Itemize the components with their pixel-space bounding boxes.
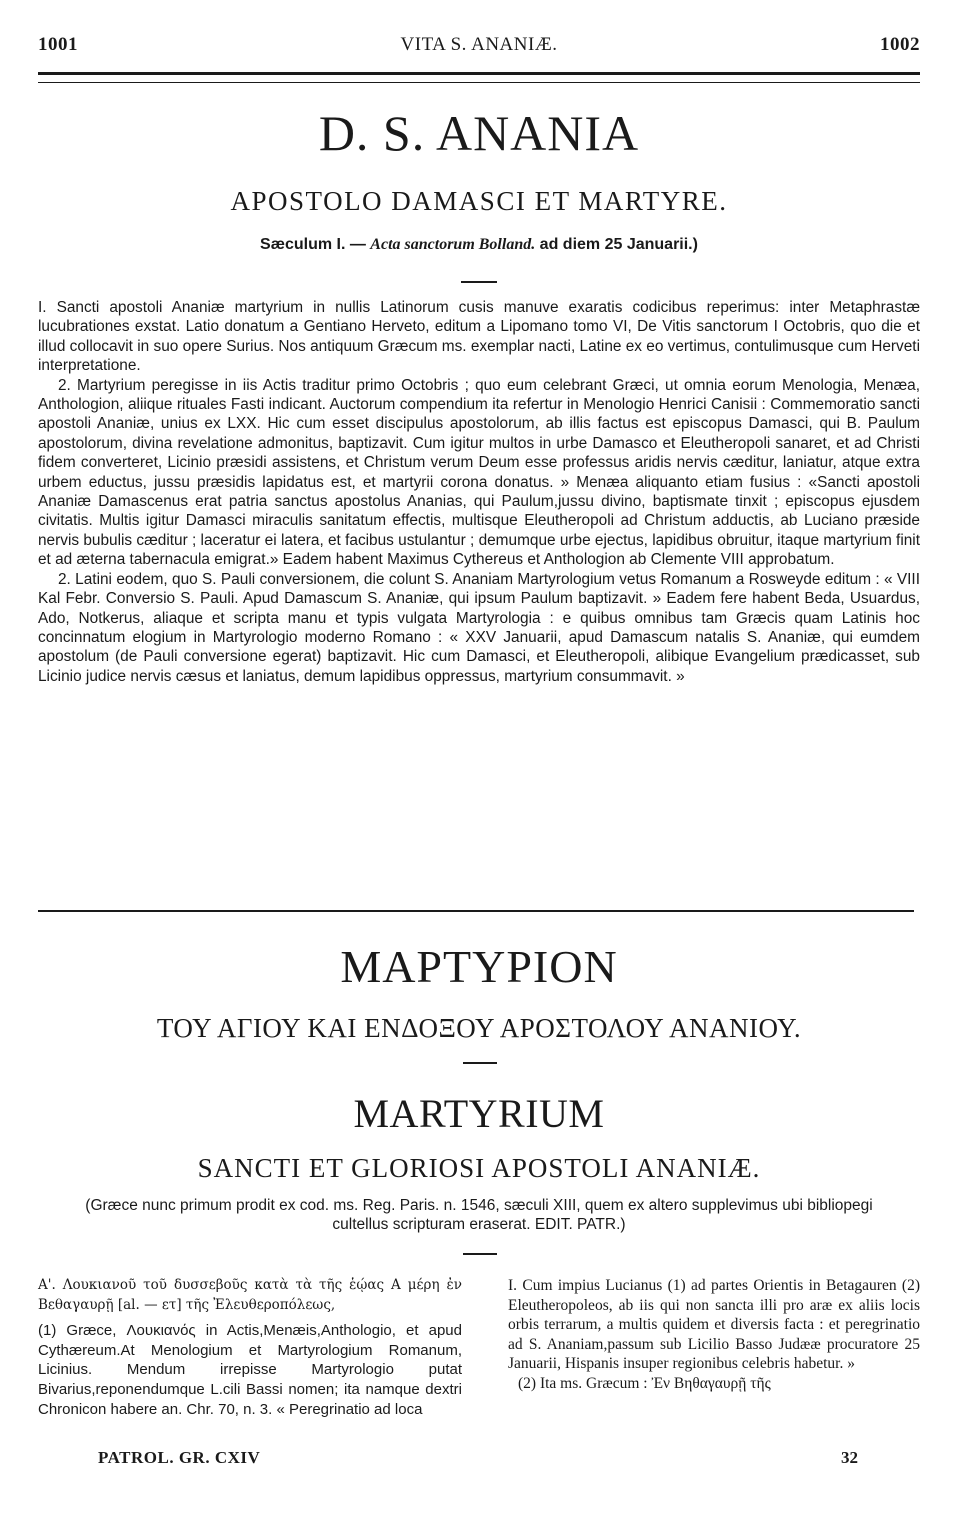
header-rule <box>38 72 920 83</box>
intro-paragraph-1: I. Sancti apostoli Ananiæ martyrium in nullis Latinorum cusis manuve exaratis codicibus reperimus: inter Metaphrastæ lucubrationes exstat. Latio donatum a Gentiano Herveto, editum a Lipomano tomo VI, De Vitis sanctorum I Octobris, quo die et illud collocavit in suo opere Surius. Nos antiquum Græcum ms. exemplar nacti, Latine ex eo vertimus, contulimusque cum Herveti interpretatione. <box>38 299 920 375</box>
page-number-left: 1001 <box>38 34 78 55</box>
dash-2 <box>463 1062 497 1064</box>
source-pre: Sæculum I. — <box>260 236 366 253</box>
latin-subtitle: SANCTI ET GLORIOSI APOSTOLI ANANIÆ. <box>197 1153 761 1183</box>
latin-title: MARTYRIUM <box>353 1091 605 1136</box>
running-title: VITA S. ANANIÆ. <box>400 34 558 55</box>
source-line <box>38 236 920 254</box>
intro-paragraph-3: 2. Latini eodem, quo S. Pauli conversionem, die colunt S. Ananiam Martyrologium vetus Romanum a Rosweyde editum : « VIII Kal Febr. Conversio S. Pauli. Apud Damascum S. Ananiæ, qui ipsum Paulum baptizavit. » Eadem fere habent Beda, Usuardus, Ado, Notkerus, aliaque et scripta manu et typis vulgata Martyrologia : e quibus omnibus tam Græcis quam Latinis hoc concinnatum elogium in Martyrologio moderno Romano : « XXV Januarii, apud Damascum natalis S. Ananiæ, qui eumdem apostolum (de Pauli conversione egerat) baptizavit. Hic cum Damasci, et Eleutheropoli, alibique Evangelium prædicasset, sub Licinio judice nervis cæsus et laniatus, demum lapidibus oppressus, martyrium consummavit. » <box>38 570 920 685</box>
section-dash <box>461 281 497 283</box>
footnote-1: (1) Græce, Λουκιανός in Actis,Menæis,Anthologio, et apud Cythæreum.At Menologium et Martyrologium Romanum, Licinius. Mendum irrepisse Martyrologio putat Bivarius,reponendumque L.cili Bassi nomen; ita namque dextri Chronicon habere an. Chr. 70, n. 3. « Peregrinatio ad loca <box>38 1322 462 1418</box>
greek-title: ΜΑΡΤΥΡΙΟΝ <box>340 941 618 992</box>
footnote-2: (2) Ita ms. Græcum : Ἐν Βηθαγαυρῇ τῆς <box>518 1374 771 1392</box>
intro-paragraph-2: 2. Martyrium peregisse in iis Actis traditur primo Octobris ; quo eum celebrant Græci, ut omnia eorum Menologia, Menæa, Anthologion, aliique rituales Fasti indicant. Auctorum compendium ita refertur in Menologio Henrici Canisii : Commemoratio sancti apostoli Ananiæ, unius ex LXX. Hic cum esset discipulus apostolorum, ab illis factus est episcopus Damasci, qui B. Paulum apostolorum, divina revelatione admonitus, baptizavit. Cum igitur multos in urbe Damasco et Eleutheropoli sanaret, et ad Christi fidem converteret, Licinio præsidi assistens, et Christum verum Deum esse professus aridis nervis cæditur, laniatur, atque extra urbem eductus, jussu præsidis lapidatus est, et martyrii corona donatus. » Menæa aliquanto etiam fusius : «Sancti apostoli Ananiæ Damascenus erat patria sanctus apostolus Ananias, qui Paulum,jussu divino, baptismate tinxit ; episcopus ejusdem civitatis. Multis igitur Damasci miraculis sanitatum effectis, multisque Eleutheropoli ad Christum adductis, ab Luciano præside nervis bubulis cæditur ; laceratur ei latera, et facibus ustulantur ; demumque urbe ejectus, lapidibus obruitur, itaque martyrium finit et ad æterna tabernacula emigrat.» Eadem habent Maximus Cythereus et Anthologion ab Clemente VIII approbatum. <box>38 376 920 569</box>
page-footer <box>98 1448 858 1470</box>
page <box>38 0 920 1540</box>
page-number-right: 1002 <box>880 34 920 55</box>
left-column <box>38 1276 462 1419</box>
section-rule <box>38 910 914 912</box>
latin-text: I. Cum impius Lucianus (1) ad partes Orientis in Betagauren (2) Eleutheropoleos, ab iis qui non sancta illi pro aræ ex aliis locis orbis terrarum, a multis quidem et diversis facta : et peregrinatio ad S. Ananiam,passum sub Licilio Basso Judææ procuratore 25 Januarii, Hispanis insuper regionibus celebris habetur. » <box>508 1277 920 1373</box>
running-head <box>38 34 920 62</box>
page-title: D. S. ANANIA <box>318 105 640 161</box>
greek-subtitle: ΤΟΥ ΑΓΙΟΥ ΚΑΙ ΕΝΔΟΞΟΥ ΑΡΟΣΤΟΛΟΥ ΑΝΑΝΙΟΥ. <box>156 1013 802 1043</box>
source-italic: Acta sanctorum Bolland. <box>370 236 536 253</box>
greek-text: Α'. Λουκιανοῦ τοῦ δυσσεβοῦς κατὰ τὰ τῆς ἑῴας Α μέρη ἐν Βεθαγαυρῇ [al. — ετ] τῆς Ἐλευθεροπόλεως, <box>38 1277 462 1313</box>
right-column <box>508 1276 920 1394</box>
footer-left: PATROL. GR. CXIV <box>98 1448 261 1467</box>
footer-right: 32 <box>841 1448 858 1467</box>
editor-note: (Græce nunc primum prodit ex cod. ms. Reg. Paris. n. 1546, sæculi XIII, quem ex altero supplevimus ubi bibliopegi cultellus scripturam eraserat. EDIT. PATR.) <box>85 1197 873 1233</box>
page-subtitle: APOSTOLO DAMASCI ET MARTYRE. <box>230 186 728 216</box>
intro-text <box>38 298 920 686</box>
source-post: ad diem 25 Januarii.) <box>539 236 698 253</box>
dash-3 <box>463 1253 497 1255</box>
